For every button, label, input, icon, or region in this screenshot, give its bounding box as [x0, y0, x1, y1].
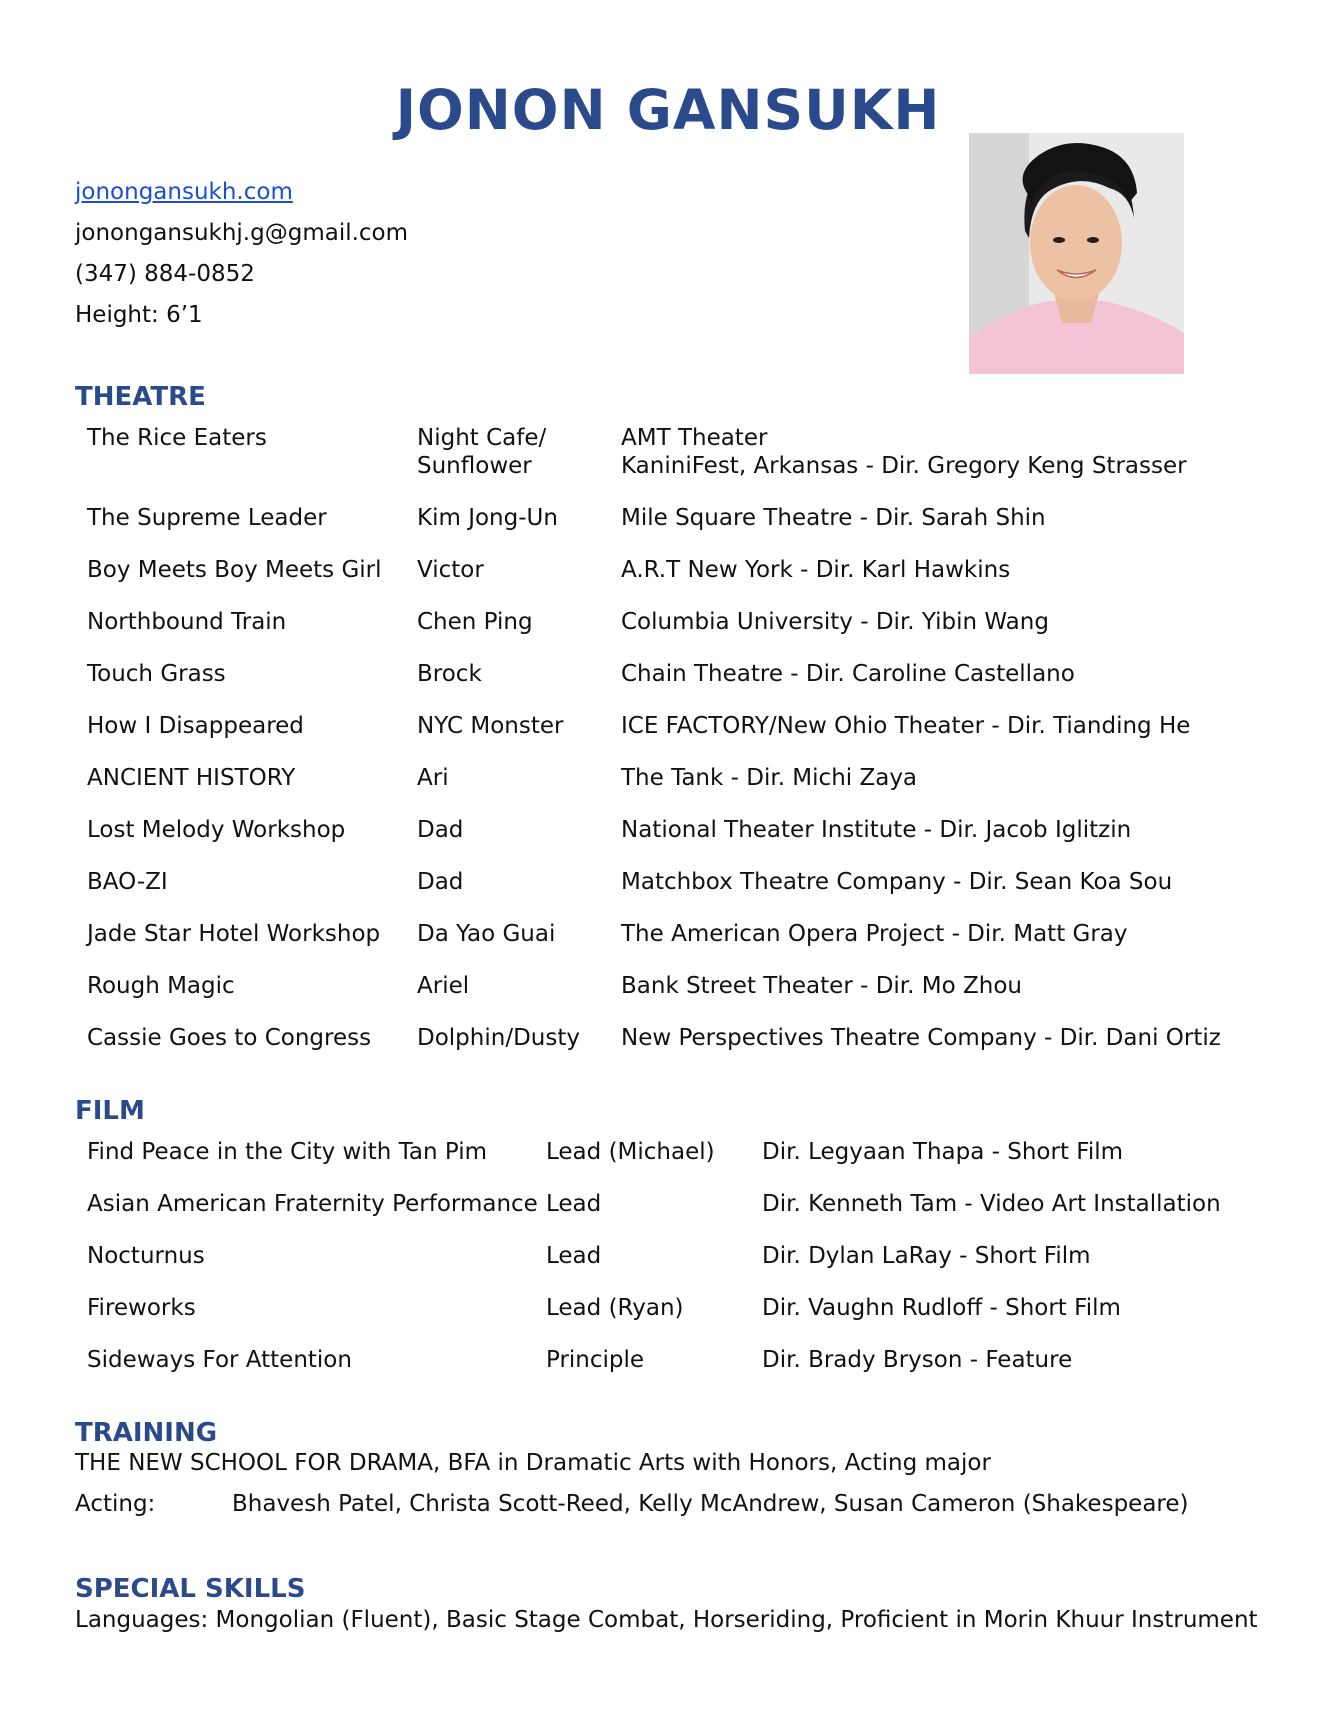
role: Da Yao Guai [417, 921, 556, 947]
training-heading: TRAINING [75, 1418, 218, 1448]
role: Brock [417, 661, 482, 687]
film-title: Nocturnus [87, 1243, 205, 1269]
film-director: Dir. Legyaan Thapa - Short Film [762, 1139, 1124, 1165]
film-heading: FILM [75, 1096, 145, 1126]
role: Ariel [417, 973, 470, 999]
show-title: The Rice Eaters [87, 425, 267, 451]
acting-label: Acting: [75, 1491, 156, 1517]
venue: AMT Theater [621, 425, 768, 451]
role-line-2: Sunflower [417, 453, 532, 479]
film-director: Dir. Vaughn Rudloff - Short Film [762, 1295, 1121, 1321]
role: Kim Jong-Un [417, 505, 558, 531]
role: Dolphin/Dusty [417, 1025, 580, 1051]
venue: The American Opera Project - Dir. Matt Gray [621, 921, 1128, 947]
show-title: Lost Melody Workshop [87, 817, 346, 843]
headshot-illustration [969, 133, 1184, 374]
venue: Bank Street Theater - Dir. Mo Zhou [621, 973, 1022, 999]
show-title: Rough Magic [87, 973, 235, 999]
venue-line-2: KaniniFest, Arkansas - Dir. Gregory Keng Strasser [621, 453, 1187, 479]
show-title: Jade Star Hotel Workshop [87, 921, 381, 947]
email-text: jonongansukhj.g@gmail.com [75, 220, 409, 246]
film-role: Lead [546, 1243, 602, 1269]
show-title: Touch Grass [87, 661, 226, 687]
film-role: Lead (Ryan) [546, 1295, 684, 1321]
show-title: BAO-ZI [87, 869, 168, 895]
film-role: Principle [546, 1347, 645, 1373]
show-title: Boy Meets Boy Meets Girl [87, 557, 382, 583]
venue: A.R.T New York - Dir. Karl Hawkins [621, 557, 1011, 583]
theatre-heading: THEATRE [75, 382, 206, 412]
film-director: Dir. Kenneth Tam - Video Art Installation [762, 1191, 1221, 1217]
venue: New Perspectives Theatre Company - Dir. Dani Ortiz [621, 1025, 1221, 1051]
skills-text: Languages: Mongolian (Fluent), Basic Stage Combat, Horseriding, Proficient in Morin Khuur Instrument [75, 1607, 1258, 1633]
film-title: Asian American Fraternity Performance [87, 1191, 538, 1217]
role: Ari [417, 765, 449, 791]
contact-block [75, 172, 408, 336]
acting-teachers: Bhavesh Patel, Christa Scott-Reed, Kelly McAndrew, Susan Cameron (Shakespeare) [232, 1491, 1189, 1517]
film-role: Lead [546, 1191, 602, 1217]
role: Victor [417, 557, 484, 583]
phone-text: (347) 884-0852 [75, 261, 255, 287]
venue: Mile Square Theatre - Dir. Sarah Shin [621, 505, 1046, 531]
venue: The Tank - Dir. Michi Zaya [621, 765, 918, 791]
show-title: ANCIENT HISTORY [87, 765, 296, 791]
venue: National Theater Institute - Dir. Jacob Iglitzin [621, 817, 1132, 843]
height-text: Height: 6’1 [75, 302, 203, 328]
venue: Columbia University - Dir. Yibin Wang [621, 609, 1049, 635]
film-title: Find Peace in the City with Tan Pim [87, 1139, 488, 1165]
show-title: Cassie Goes to Congress [87, 1025, 372, 1051]
role: NYC Monster [417, 713, 564, 739]
venue: Matchbox Theatre Company - Dir. Sean Koa Sou [621, 869, 1173, 895]
film-title: Sideways For Attention [87, 1347, 352, 1373]
show-title: The Supreme Leader [87, 505, 327, 531]
headshot-photo [969, 133, 1184, 374]
film-title: Fireworks [87, 1295, 196, 1321]
training-school: THE NEW SCHOOL FOR DRAMA, BFA in Dramatic Arts with Honors, Acting major [75, 1450, 991, 1476]
show-title: Northbound Train [87, 609, 287, 635]
resume-name: JONON GANSUKH [395, 78, 941, 142]
skills-heading: SPECIAL SKILLS [75, 1574, 306, 1604]
website-link[interactable]: jonongansukh.com [75, 179, 293, 205]
film-role: Lead (Michael) [546, 1139, 715, 1165]
venue: Chain Theatre - Dir. Caroline Castellano [621, 661, 1075, 687]
show-title: How I Disappeared [87, 713, 304, 739]
film-director: Dir. Dylan LaRay - Short Film [762, 1243, 1091, 1269]
film-director: Dir. Brady Bryson - Feature [762, 1347, 1073, 1373]
role: Dad [417, 817, 464, 843]
role: Night Cafe/ [417, 425, 547, 451]
role: Chen Ping [417, 609, 533, 635]
role: Dad [417, 869, 464, 895]
venue: ICE FACTORY/New Ohio Theater - Dir. Tianding He [621, 713, 1191, 739]
